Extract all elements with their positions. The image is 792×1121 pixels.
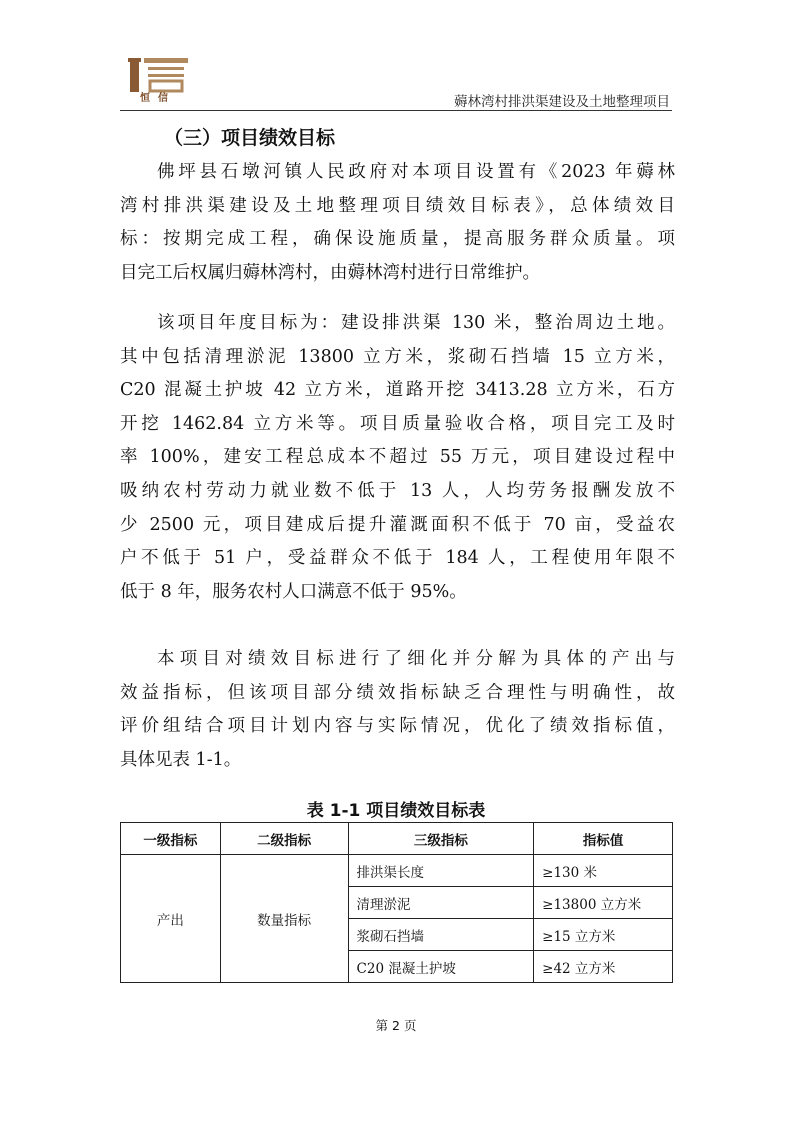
level2-indicator-cell: 数量指标: [220, 855, 348, 983]
text-line: 标：按期完成工程，确保设施质量，提高服务群众质量。项: [120, 229, 675, 250]
column-header: 一级指标: [121, 823, 221, 855]
level3-indicator-cell: 浆砌石挡墙: [348, 919, 534, 951]
level3-indicator-cell: C20 混凝土护坡: [348, 951, 534, 983]
text-line: 具体见表 1-1。: [120, 749, 242, 770]
text-line: 湾村排洪渠建设及土地整理项目绩效目标表》，总体绩效目: [120, 195, 675, 216]
text-line: 评价组结合项目计划内容与实际情况，优化了绩效指标值，: [120, 716, 675, 737]
level1-indicator-cell: 产出: [121, 855, 221, 983]
indicator-value-cell: ≥15 立方米: [534, 919, 673, 951]
text-line: 其中包括清理淤泥 13800 立方米，浆砌石挡墙 15 立方米，: [120, 346, 675, 367]
table-header-row: [121, 823, 673, 855]
column-header: 三级指标: [348, 823, 534, 855]
text-line: 该项目年度目标为：建设排洪渠 130 米，整治周边土地。: [157, 313, 675, 333]
text-line: 效益指标，但该项目部分绩效指标缺乏合理性与明确性，故: [120, 682, 675, 703]
paragraph-indicator-optimization: [120, 643, 675, 777]
page-number: 第 2 页: [375, 1018, 417, 1033]
column-header: 指标值: [534, 823, 673, 855]
text-line: 开挖 1462.84 立方米等。项目质量验收合格，项目完工及时: [120, 413, 675, 434]
text-line: 目完工后权属归薅林湾村，由薅林湾村进行日常维护。: [120, 262, 540, 283]
performance-indicator-table: [120, 822, 673, 983]
text-line: 佛坪县石墩河镇人民政府对本项目设置有《2023 年薅林: [157, 162, 675, 182]
level3-indicator-cell: 清理淤泥: [348, 887, 534, 919]
level3-indicator-cell: 排洪渠长度: [348, 855, 534, 887]
text-line: 低于 8 年，服务农村人口满意不低于 95%。: [120, 581, 467, 602]
logo-caption: 恒信: [140, 93, 176, 104]
paragraph-annual-goal: [120, 307, 675, 609]
indicator-value-cell: ≥42 立方米: [534, 951, 673, 983]
table-row: [121, 855, 673, 887]
paragraph-overall-goal: [120, 156, 675, 290]
text-line: 率 100%，建安工程总成本不超过 55 万元，项目建设过程中: [120, 447, 675, 468]
text-line: 户不低于 51 户，受益群众不低于 184 人，工程使用年限不: [120, 548, 675, 569]
header-divider: [120, 110, 672, 111]
section-heading: （三）项目绩效目标: [164, 127, 336, 149]
column-header: 二级指标: [220, 823, 348, 855]
text-line: C20 混凝土护坡 42 立方米，道路开挖 3413.28 立方米，石方: [120, 380, 675, 401]
document-header-title: 薅林湾村排洪渠建设及土地整理项目: [454, 94, 670, 110]
indicator-value-cell: ≥13800 立方米: [534, 887, 673, 919]
table-caption: 表 1-1 项目绩效目标表: [306, 801, 486, 821]
text-line: 本项目对绩效目标进行了细化并分解为具体的产出与: [157, 649, 675, 669]
indicator-value-cell: ≥130 米: [534, 855, 673, 887]
text-line: 吸纳农村劳动力就业数不低于 13 人，人均劳务报酬发放不: [120, 480, 675, 501]
text-line: 少 2500 元，项目建成后提升灌溉面积不低于 70 亩，受益农: [120, 514, 675, 535]
